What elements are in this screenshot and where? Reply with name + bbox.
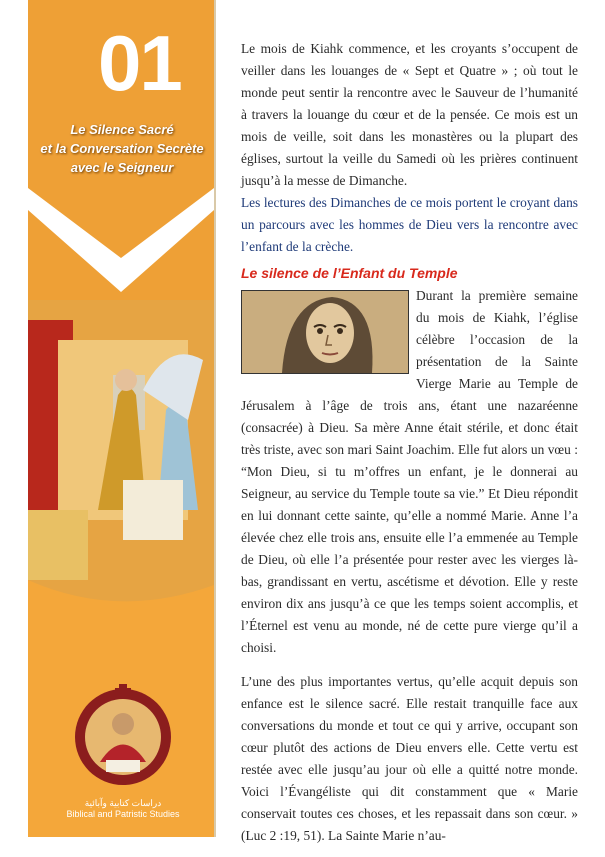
chapter-title-line-3: avec le Seigneur bbox=[70, 160, 174, 175]
paragraph-silence: L’une des plus importantes vertus, qu’elle acquit depuis son enfance est le silence sacré. Elle restait tranquille face aux conversations du monde et tout ce qui y arrive, occupant son cœur plutôt des actions de Dieu envers elle. Cette vertu est restée avec elle jusqu’au jour où elle a quitté notre monde. Voici l’Évangéliste qui dit constamment que « Marie conservait toutes ces choses, et les repassait dans son cœur. » (Luc 2 :19, 51). La Sainte Marie n’au- bbox=[241, 674, 578, 843]
chapter-number: 01 bbox=[98, 19, 181, 107]
chapter-title bbox=[34, 120, 210, 177]
logo-caption bbox=[48, 798, 198, 819]
icon-painting-figure bbox=[241, 290, 409, 374]
virgin-icon-image bbox=[242, 291, 408, 373]
paragraph-presentation bbox=[241, 285, 578, 659]
logo-caption-arabic: دراسات كتابية وآبائية bbox=[84, 798, 162, 808]
chapter-title-line-2: et la Conversation Secrète bbox=[40, 141, 204, 156]
paragraph-gap bbox=[241, 659, 578, 671]
section-heading: Le silence de l’Enfant du Temple bbox=[241, 265, 458, 281]
sidebar bbox=[28, 0, 214, 837]
paragraph-presentation-text: Durant la première semaine du mois de Kiahk, l’église célèbre l’occasion de la présentation de la Sainte Vierge Marie au Temple de Jérusalem à l’âge de trois ans, étant une nazaréenne (consacrée) à Dieu. Sa mère Anne était stérile, et donc était très triste, avec son mari Saint Joachim. Elle fut alors un vœu : “Mon Dieu, si tu m’offres un enfant, je le donnerai au Seigneur, au service du Temple toute sa vie.” Et Dieu répondit en lui donnant cette sainte, qu’elle a nommé Marie. Anne l’a élevée chez elle trois ans, ensuite elle l’a emmenée au Temple de Dieu, où elle l’a présentée pour rester avec les vierges là-bas, grandissant en vertu, ascétisme et dévotion. Elle y reste environ dix ans jusqu’à ce que les temps soient accomplis, et l’Éternel est venu au monde, né de cette pure vierge qu’il a choisi. bbox=[241, 288, 578, 655]
presentation-painting bbox=[28, 300, 214, 660]
chevron-decoration bbox=[28, 180, 214, 295]
sidebar-edge bbox=[214, 0, 216, 837]
chapter-title-line-1: Le Silence Sacré bbox=[70, 122, 174, 137]
church-logo bbox=[68, 682, 178, 802]
article-body bbox=[241, 38, 578, 847]
logo-caption-english: Biblical and Patristic Studies bbox=[66, 809, 180, 819]
paragraph-intro: Le mois de Kiahk commence, et les croyants s’occupent de veiller dans les louanges de « Sept et Quatre » ; où tout le monde peut sentir la rencontre avec le Sauveur de l’humanité à travers la louange du cœur et de la pensée. Ce mois est un mois de veille, soit dans les monastères ou la plupart des églises, surtout la veille du Samedi où les prières continuent jusqu’à la messe de Dimanche. bbox=[241, 41, 578, 188]
paragraph-readings: Les lectures des Dimanches de ce mois portent le croyant dans un parcours avec les hommes de Dieu vers la rencontre avec l’enfant de la crèche. bbox=[241, 195, 578, 254]
